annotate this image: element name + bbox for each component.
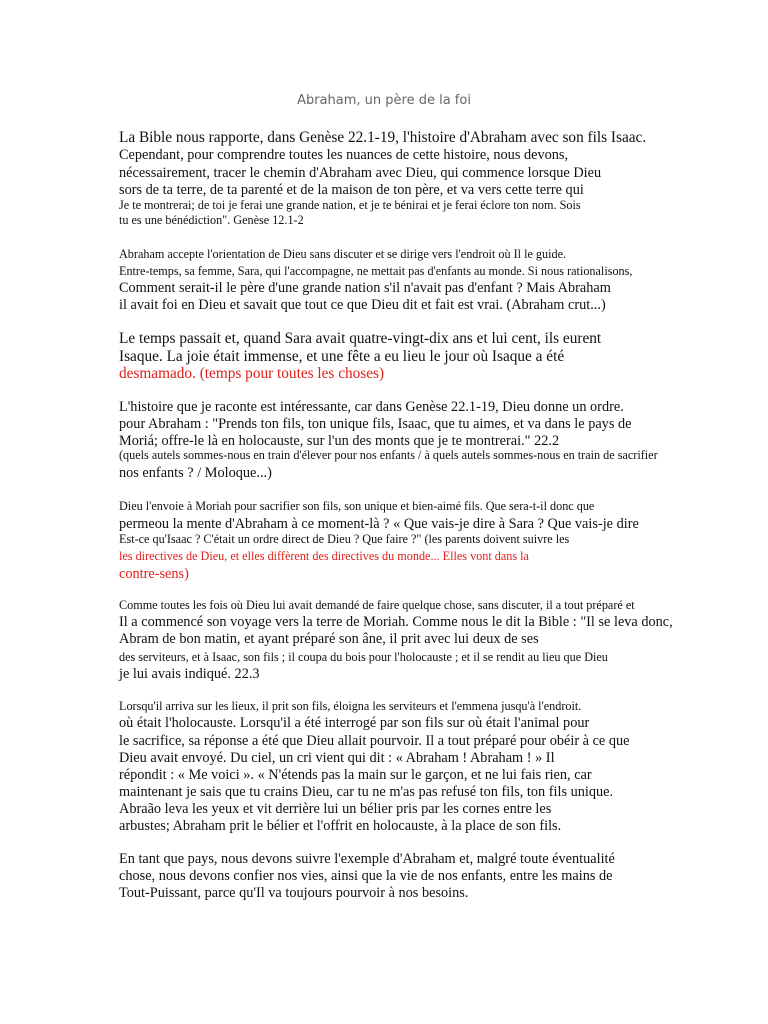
text-line: arbustes; Abraham prit le bélier et l'offrit en holocauste, à la place de son fils. [119,818,562,834]
highlighted-text-line: les directives de Dieu, et elles diffèrent des directives du monde... Elles vont dans la [119,549,529,563]
text-line: Tout-Puissant, parce qu'Il va toujours pourvoir à nos besoins. [119,885,469,901]
text-line: répondit : « Me voici ». « N'étends pas la main sur le garçon, et ne lui fais rien, car [119,767,592,783]
text-line: pour Abraham : "Prends ton fils, ton unique fils, Isaac, que tu aimes, et va dans le pays de [119,416,632,432]
text-line: permeou la mente d'Abraham à ce moment-là ? « Que vais-je dire à Sara ? Que vais-je dire [119,516,639,532]
text-line: il avait foi en Dieu et savait que tout ce que Dieu dit et fait est vrai. (Abraham crut...) [119,297,606,313]
text-line: Moriá; offre-le là en holocauste, sur l'un des monts que je te montrerai." 22.2 [119,433,560,449]
text-line: Est-ce qu'Isaac ? C'était un ordre direct de Dieu ? Que faire ?" (les parents doivent suivre les [119,532,570,546]
text-line: Le temps passait et, quand Sara avait quatre-vingt-dix ans et lui cent, ils eurent [119,330,602,347]
document-title: Abraham, un père de la foi [297,93,471,108]
highlighted-text-line: contre-sens) [119,566,189,582]
text-line: Abram de bon matin, et ayant préparé son âne, il prit avec lui deux de ses [119,631,539,647]
text-line: Dieu l'envoie à Moriah pour sacrifier son fils, son unique et bien-aimé fils. Que sera-t-il donc que [119,499,595,513]
text-line: En tant que pays, nous devons suivre l'exemple d'Abraham et, malgré toute éventualité [119,851,615,867]
text-line: Il a commencé son voyage vers la terre de Moriah. Comme nous le dit la Bible : "Il se leva donc, [119,614,673,630]
text-line: je lui avais indiqué. 22.3 [119,666,260,682]
text-line: L'histoire que je raconte est intéressante, car dans Genèse 22.1-19, Dieu donne un ordre. [119,399,624,415]
text-line: maintenant je sais que tu crains Dieu, car tu ne m'as pas refusé ton fils, ton fils unique. [119,784,614,800]
text-line: des serviteurs, et à Isaac, son fils ; il coupa du bois pour l'holocauste ; et il se rendit au lieu que Dieu [119,650,608,664]
text-line: Dieu avait envoyé. Du ciel, un cri vient qui dit : « Abraham ! Abraham ! » Il [119,750,555,766]
text-line: Je te montrerai; de toi je ferai une grande nation, et je te bénirai et je ferai éclore ton nom. Sois [119,198,581,212]
text-line: La Bible nous rapporte, dans Genèse 22.1-19, l'histoire d'Abraham avec son fils Isaac. [119,129,647,146]
text-line: Comment serait-il le père d'une grande nation s'il n'avait pas d'enfant ? Mais Abraham [119,280,611,296]
text-line: le sacrifice, sa réponse a été que Dieu allait pourvoir. Il a tout préparé pour obéir à ce que [119,733,630,749]
text-line: Lorsqu'il arriva sur les lieux, il prit son fils, éloigna les serviteurs et l'emmena jusqu'à l'endroit. [119,699,582,713]
highlighted-text-line: desmamado. (temps pour toutes les choses) [119,365,385,382]
text-line: Comme toutes les fois où Dieu lui avait demandé de faire quelque chose, sans discuter, il a tout préparé et [119,598,635,612]
text-line: sors de ta terre, de ta parenté et de la maison de ton père, et va vers cette terre qui [119,182,584,198]
text-line: Abraham accepte l'orientation de Dieu sans discuter et se dirige vers l'endroit où Il le guide. [119,247,567,261]
text-line: Isaque. La joie était immense, et une fête a eu lieu le jour où Isaque a été [119,348,565,365]
text-line: nécessairement, tracer le chemin d'Abraham avec Dieu, qui commence lorsque Dieu [119,165,602,181]
text-line: (quels autels sommes-nous en train d'élever pour nos enfants / à quels autels sommes-nous en train de sacrifier [119,448,658,462]
text-line: Abraão leva les yeux et vit derrière lui un bélier pris par les cornes entre les [119,801,552,817]
text-line: chose, nous devons confier nos vies, ainsi que la vie de nos enfants, entre les mains de [119,868,613,884]
text-line: tu es une bénédiction". Genèse 12.1-2 [119,213,304,227]
text-line: nos enfants ? / Moloque...) [119,465,272,481]
text-line: où était l'holocauste. Lorsqu'il a été interrogé par son fils sur où était l'animal pour [119,715,590,731]
text-line: Cependant, pour comprendre toutes les nuances de cette histoire, nous devons, [119,147,569,163]
text-line: Entre-temps, sa femme, Sara, qui l'accompagne, ne mettait pas d'enfants au monde. Si nous rationalisons, [119,264,633,278]
